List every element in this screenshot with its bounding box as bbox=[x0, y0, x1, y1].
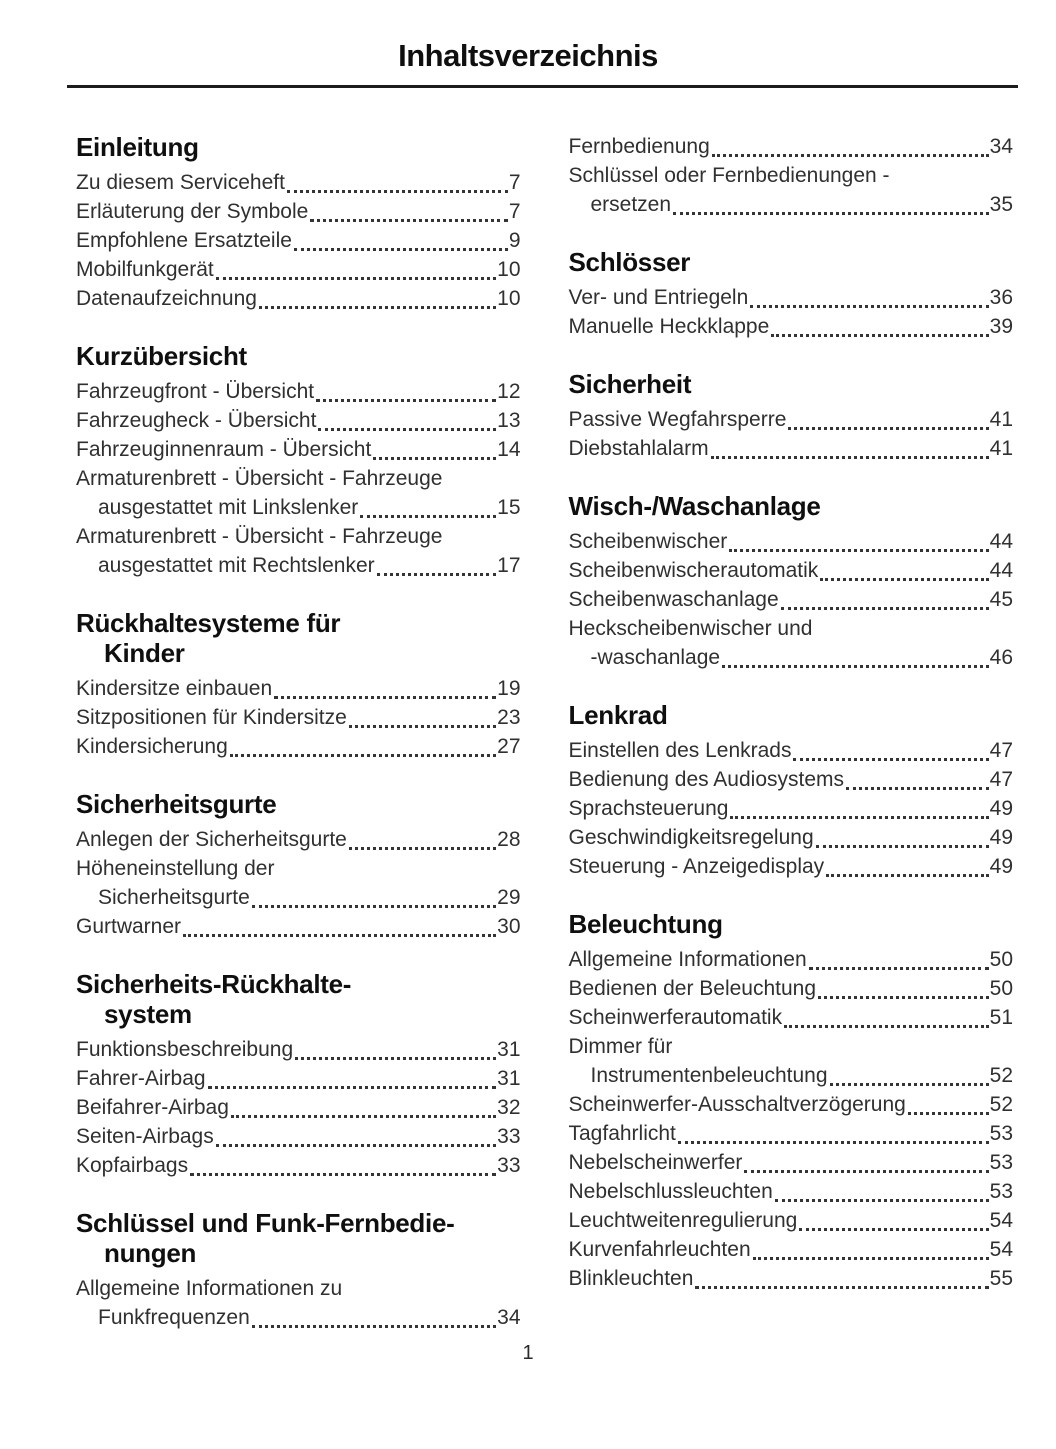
entry-page-number: 44 bbox=[989, 559, 1013, 582]
section-heading-line: Sicherheits-Rückhalte- bbox=[76, 969, 352, 999]
entry-title: Mobilfunkgerät bbox=[76, 258, 214, 281]
dot-leader bbox=[722, 665, 989, 668]
dot-leader bbox=[775, 1199, 989, 1202]
entry-title: Armaturenbrett - Übersicht - Fahrzeuge bbox=[76, 467, 443, 490]
entry-page-number: 7 bbox=[508, 200, 521, 223]
toc-entry-last-line bbox=[76, 912, 521, 941]
toc-entry bbox=[76, 1093, 521, 1122]
entry-page-number: 34 bbox=[989, 135, 1013, 158]
section-heading bbox=[76, 341, 521, 371]
toc-entry-last-line bbox=[76, 435, 521, 464]
toc-entry-last-line bbox=[569, 1090, 1014, 1119]
dot-leader bbox=[695, 1286, 988, 1289]
toc-entry-last-line bbox=[76, 825, 521, 854]
toc-entry bbox=[569, 1264, 1014, 1293]
entry-page-number: 44 bbox=[989, 530, 1013, 553]
entry-title: ersetzen bbox=[590, 193, 672, 216]
section-heading bbox=[76, 1208, 521, 1268]
section-heading-line: Kinder bbox=[104, 638, 185, 668]
dot-leader bbox=[252, 905, 496, 908]
toc-entry-last-line bbox=[569, 1264, 1014, 1293]
entry-title: Fernbedienung bbox=[568, 135, 710, 158]
toc-entry-last-line bbox=[569, 794, 1014, 823]
entry-title: Tagfahrlicht bbox=[568, 1122, 676, 1145]
toc-entry-last-line bbox=[569, 765, 1014, 794]
entry-title: Scheibenwischerautomatik bbox=[568, 559, 819, 582]
toc-entry-last-line bbox=[76, 1093, 521, 1122]
toc-entry bbox=[569, 1148, 1014, 1177]
toc-section bbox=[569, 491, 1014, 672]
page-number: 1 bbox=[522, 1342, 534, 1364]
dot-leader bbox=[830, 1083, 989, 1086]
entry-title: Sprachsteuerung bbox=[568, 797, 729, 820]
entry-title: Manuelle Heckklappe bbox=[568, 315, 770, 338]
dot-leader bbox=[183, 934, 496, 937]
toc-entry-last-line bbox=[76, 284, 521, 313]
toc-entry-last-line bbox=[76, 883, 521, 912]
entry-page-number: 31 bbox=[497, 1038, 521, 1061]
entry-title: Kopfairbags bbox=[76, 1154, 189, 1177]
toc-entry-line bbox=[76, 1274, 521, 1303]
toc-entry bbox=[569, 312, 1014, 341]
section-heading bbox=[76, 969, 521, 1029]
toc-entry bbox=[76, 1064, 521, 1093]
toc-entry bbox=[569, 765, 1014, 794]
entry-page-number: 49 bbox=[989, 826, 1013, 849]
toc-section bbox=[569, 132, 1014, 219]
entry-title: Schlüssel oder Fernbedienungen - bbox=[568, 164, 890, 187]
toc-entry bbox=[76, 703, 521, 732]
entry-page-number: 53 bbox=[989, 1151, 1013, 1174]
section-heading-line: nungen bbox=[104, 1238, 197, 1268]
dot-leader bbox=[753, 1257, 989, 1260]
toc-entry bbox=[569, 556, 1014, 585]
entry-title: Scheibenwischer bbox=[568, 530, 728, 553]
toc-entry bbox=[76, 197, 521, 226]
toc-entry bbox=[569, 161, 1014, 219]
toc-entry bbox=[76, 825, 521, 854]
entry-title: Anlegen der Sicherheitsgurte bbox=[76, 828, 347, 851]
dot-leader bbox=[274, 696, 496, 699]
section-heading bbox=[76, 608, 521, 668]
toc-entry bbox=[76, 522, 521, 580]
entry-title: Scheinwerfer-Ausschaltverzögerung bbox=[568, 1093, 906, 1116]
dot-leader bbox=[771, 334, 988, 337]
dot-leader bbox=[729, 549, 988, 552]
entry-title: Zu diesem Serviceheft bbox=[76, 171, 285, 194]
dot-leader bbox=[216, 277, 496, 280]
entry-page-number: 31 bbox=[497, 1067, 521, 1090]
toc-entry bbox=[76, 912, 521, 941]
entry-page-number: 33 bbox=[497, 1154, 521, 1177]
toc-entry-last-line bbox=[569, 312, 1014, 341]
section-heading-line: system bbox=[104, 999, 192, 1029]
entry-page-number: 36 bbox=[989, 286, 1013, 309]
entry-page-number: 19 bbox=[497, 677, 521, 700]
toc-entry-last-line bbox=[569, 1119, 1014, 1148]
toc-entry bbox=[76, 377, 521, 406]
toc-entry-last-line bbox=[569, 736, 1014, 765]
toc-entry-last-line bbox=[569, 1206, 1014, 1235]
section-heading-line: Sicherheitsgurte bbox=[76, 789, 277, 819]
dot-leader bbox=[788, 427, 988, 430]
dot-leader bbox=[190, 1173, 496, 1176]
entry-page-number: 45 bbox=[989, 588, 1013, 611]
toc-entry bbox=[76, 284, 521, 313]
toc-entry-last-line bbox=[569, 434, 1014, 463]
entry-page-number: 35 bbox=[989, 193, 1013, 216]
toc-entry-last-line bbox=[569, 556, 1014, 585]
entry-title: Nebelschlussleuchten bbox=[568, 1180, 773, 1203]
toc-entry-last-line bbox=[569, 643, 1014, 672]
toc-entry-last-line bbox=[76, 255, 521, 284]
toc-section bbox=[76, 1208, 521, 1332]
toc-entry bbox=[569, 736, 1014, 765]
toc-entry-last-line bbox=[76, 674, 521, 703]
entry-title: Scheinwerferautomatik bbox=[568, 1006, 783, 1029]
entry-title: Empfohlene Ersatzteile bbox=[76, 229, 292, 252]
toc-entry-line bbox=[76, 854, 521, 883]
entry-title: Steuerung - Anzeigedisplay bbox=[568, 855, 825, 878]
entry-page-number: 15 bbox=[497, 496, 521, 519]
section-heading-line: Rückhaltesysteme für bbox=[76, 608, 341, 638]
toc-entry-last-line bbox=[76, 226, 521, 255]
toc-entry bbox=[569, 527, 1014, 556]
toc-entry-last-line bbox=[76, 197, 521, 226]
dot-leader bbox=[216, 1144, 496, 1147]
toc-entry bbox=[569, 132, 1014, 161]
toc-entry-last-line bbox=[569, 585, 1014, 614]
toc-entry-line bbox=[569, 1032, 1014, 1061]
toc-entry-last-line bbox=[569, 1177, 1014, 1206]
entry-page-number: 52 bbox=[989, 1093, 1013, 1116]
toc-entry-last-line bbox=[76, 168, 521, 197]
entry-page-number: 51 bbox=[989, 1006, 1013, 1029]
toc-entry-last-line bbox=[569, 1235, 1014, 1264]
dot-leader bbox=[349, 847, 496, 850]
toc-entry-last-line bbox=[569, 527, 1014, 556]
entry-page-number: 39 bbox=[989, 315, 1013, 338]
entry-page-number: 47 bbox=[989, 768, 1013, 791]
dot-leader bbox=[826, 874, 988, 877]
entry-title: Diebstahlalarm bbox=[568, 437, 709, 460]
dot-leader bbox=[316, 399, 496, 402]
entry-page-number: 23 bbox=[497, 706, 521, 729]
entry-page-number: 53 bbox=[989, 1180, 1013, 1203]
dot-leader bbox=[231, 1115, 496, 1118]
entry-page-number: 50 bbox=[989, 948, 1013, 971]
toc-entry bbox=[76, 435, 521, 464]
dot-leader bbox=[673, 212, 989, 215]
section-heading-line: Lenkrad bbox=[568, 700, 668, 730]
toc-entry-last-line bbox=[569, 1003, 1014, 1032]
entry-title: Allgemeine Informationen zu bbox=[76, 1277, 343, 1300]
entry-page-number: 33 bbox=[497, 1125, 521, 1148]
entry-page-number: 52 bbox=[989, 1064, 1013, 1087]
section-heading-line: Sicherheit bbox=[568, 369, 692, 399]
dot-leader bbox=[230, 754, 496, 757]
toc-section bbox=[569, 247, 1014, 341]
toc-section bbox=[76, 341, 521, 580]
section-heading-line: Schlüssel und Funk-Fernbedie- bbox=[76, 1208, 455, 1238]
dot-leader bbox=[349, 725, 496, 728]
dot-leader bbox=[318, 428, 496, 431]
entry-page-number: 41 bbox=[989, 408, 1013, 431]
dot-leader bbox=[744, 1170, 988, 1173]
dot-leader bbox=[730, 816, 988, 819]
entry-title: Einstellen des Lenkrads bbox=[568, 739, 792, 762]
toc-entry-last-line bbox=[76, 493, 521, 522]
dot-leader bbox=[295, 1057, 496, 1060]
toc-entry bbox=[569, 794, 1014, 823]
toc-entry-last-line bbox=[569, 190, 1014, 219]
dot-leader bbox=[310, 219, 508, 222]
toc-entry-last-line bbox=[569, 132, 1014, 161]
dot-leader bbox=[252, 1325, 496, 1328]
section-heading-line: Kurzübersicht bbox=[76, 341, 247, 371]
dot-leader bbox=[818, 996, 989, 999]
toc-entry-last-line bbox=[76, 1151, 521, 1180]
toc-entry bbox=[569, 1206, 1014, 1235]
toc-entry bbox=[76, 464, 521, 522]
toc-section bbox=[569, 369, 1014, 463]
entry-page-number: 7 bbox=[508, 171, 521, 194]
dot-leader bbox=[793, 758, 988, 761]
toc-entry-last-line bbox=[569, 1148, 1014, 1177]
entry-page-number: 47 bbox=[989, 739, 1013, 762]
entry-title: ausgestattet mit Linkslenker bbox=[98, 496, 359, 519]
entry-title: Bedienung des Audiosystems bbox=[568, 768, 845, 791]
entry-page-number: 49 bbox=[989, 855, 1013, 878]
toc-entry bbox=[76, 732, 521, 761]
entry-title: Kindersicherung bbox=[76, 735, 228, 758]
entry-page-number: 10 bbox=[497, 258, 521, 281]
entry-page-number: 14 bbox=[497, 438, 521, 461]
entry-page-number: 32 bbox=[497, 1096, 521, 1119]
section-heading bbox=[569, 909, 1014, 939]
entry-page-number: 30 bbox=[497, 915, 521, 938]
entry-title: Kindersitze einbauen bbox=[76, 677, 273, 700]
entry-title: Gurtwarner bbox=[76, 915, 182, 938]
dot-leader bbox=[360, 515, 496, 518]
entry-page-number: 12 bbox=[497, 380, 521, 403]
toc-entry-last-line bbox=[569, 1061, 1014, 1090]
dot-leader bbox=[799, 1228, 988, 1231]
dot-leader bbox=[678, 1141, 989, 1144]
entry-title: Heckscheibenwischer und bbox=[568, 617, 813, 640]
toc-entry bbox=[76, 674, 521, 703]
dot-leader bbox=[208, 1086, 497, 1089]
toc-section bbox=[76, 789, 521, 941]
entry-title: Fahrer-Airbag bbox=[76, 1067, 206, 1090]
section-heading bbox=[569, 700, 1014, 730]
toc-column-left bbox=[76, 132, 521, 1360]
section-heading bbox=[76, 789, 521, 819]
dot-leader bbox=[711, 456, 989, 459]
section-heading bbox=[569, 491, 1014, 521]
entry-title: Allgemeine Informationen bbox=[568, 948, 807, 971]
toc-entry-line bbox=[76, 522, 521, 551]
entry-title: ausgestattet mit Rechtslenker bbox=[98, 554, 375, 577]
entry-title: Funkfrequenzen bbox=[98, 1306, 250, 1329]
dot-leader bbox=[820, 578, 988, 581]
entry-title: Blinkleuchten bbox=[568, 1267, 694, 1290]
dot-leader bbox=[373, 457, 496, 460]
toc-entry bbox=[569, 434, 1014, 463]
toc-columns bbox=[76, 132, 1013, 1360]
entry-title: -waschanlage bbox=[590, 646, 721, 669]
entry-page-number: 13 bbox=[497, 409, 521, 432]
dot-leader bbox=[816, 845, 989, 848]
toc-entry bbox=[76, 1274, 521, 1332]
toc-section bbox=[569, 909, 1014, 1293]
toc-entry bbox=[569, 283, 1014, 312]
toc-section bbox=[76, 969, 521, 1180]
entry-title: Armaturenbrett - Übersicht - Fahrzeuge bbox=[76, 525, 443, 548]
dot-leader bbox=[784, 1025, 989, 1028]
entry-title: Ver- und Entriegeln bbox=[568, 286, 749, 309]
toc-entry-last-line bbox=[76, 1303, 521, 1332]
toc-entry bbox=[76, 406, 521, 435]
toc-entry-last-line bbox=[76, 551, 521, 580]
entry-title: Kurvenfahrleuchten bbox=[568, 1238, 751, 1261]
toc-section bbox=[76, 132, 521, 313]
entry-page-number: 10 bbox=[497, 287, 521, 310]
toc-entry-last-line bbox=[569, 974, 1014, 1003]
toc-entry bbox=[76, 255, 521, 284]
toc-entry bbox=[76, 854, 521, 912]
toc-entry-last-line bbox=[569, 852, 1014, 881]
toc-entry bbox=[569, 1032, 1014, 1090]
dot-leader bbox=[377, 573, 497, 576]
dot-leader bbox=[294, 248, 508, 251]
entry-page-number: 41 bbox=[989, 437, 1013, 460]
toc-entry-last-line bbox=[569, 945, 1014, 974]
toc-entry bbox=[569, 1090, 1014, 1119]
entry-page-number: 53 bbox=[989, 1122, 1013, 1145]
toc-entry-last-line bbox=[569, 283, 1014, 312]
toc-entry bbox=[569, 823, 1014, 852]
entry-title: Sitzpositionen für Kindersitze bbox=[76, 706, 347, 729]
toc-entry bbox=[76, 1035, 521, 1064]
dot-leader bbox=[259, 306, 496, 309]
toc-entry bbox=[569, 614, 1014, 672]
section-heading-line: Einleitung bbox=[76, 132, 199, 162]
entry-page-number: 55 bbox=[989, 1267, 1013, 1290]
toc-entry-line bbox=[569, 161, 1014, 190]
entry-title: Sicherheitsgurte bbox=[98, 886, 250, 909]
toc-entry bbox=[569, 1235, 1014, 1264]
entry-title: Funktionsbeschreibung bbox=[76, 1038, 294, 1061]
toc-entry bbox=[569, 1003, 1014, 1032]
entry-page-number: 27 bbox=[497, 735, 521, 758]
toc-entry-last-line bbox=[76, 1064, 521, 1093]
toc-entry bbox=[76, 226, 521, 255]
entry-page-number: 49 bbox=[989, 797, 1013, 820]
toc-entry-last-line bbox=[76, 1122, 521, 1151]
entry-title: Fahrzeugheck - Übersicht bbox=[76, 409, 317, 432]
section-heading-line: Schlösser bbox=[568, 247, 691, 277]
toc-column-right bbox=[569, 132, 1014, 1360]
toc-entry bbox=[76, 1122, 521, 1151]
toc-entry bbox=[76, 1151, 521, 1180]
toc-entry bbox=[569, 974, 1014, 1003]
entry-page-number: 29 bbox=[497, 886, 521, 909]
toc-entry-last-line bbox=[76, 732, 521, 761]
toc-entry-last-line bbox=[76, 406, 521, 435]
dot-leader bbox=[846, 787, 989, 790]
section-heading-line: Wisch-/Waschanlage bbox=[568, 491, 821, 521]
toc-entry-line bbox=[76, 464, 521, 493]
dot-leader bbox=[712, 154, 989, 157]
section-heading bbox=[569, 247, 1014, 277]
toc-entry-last-line bbox=[569, 823, 1014, 852]
dot-leader bbox=[908, 1112, 989, 1115]
toc-entry-line bbox=[569, 614, 1014, 643]
toc-entry bbox=[569, 1119, 1014, 1148]
toc-entry-last-line bbox=[76, 377, 521, 406]
entry-title: Leuchtweitenregulierung bbox=[568, 1209, 798, 1232]
entry-title: Datenaufzeichnung bbox=[76, 287, 257, 310]
entry-page-number: 9 bbox=[508, 229, 521, 252]
page-title: Inhaltsverzeichnis bbox=[398, 38, 658, 73]
entry-title: Höheneinstellung der bbox=[76, 857, 275, 880]
entry-title: Fahrzeuginnenraum - Übersicht bbox=[76, 438, 372, 461]
entry-page-number: 34 bbox=[497, 1306, 521, 1329]
dot-leader bbox=[809, 967, 989, 970]
entry-title: Scheibenwaschanlage bbox=[568, 588, 779, 611]
entry-page-number: 50 bbox=[989, 977, 1013, 1000]
entry-page-number: 54 bbox=[989, 1209, 1013, 1232]
entry-page-number: 28 bbox=[497, 828, 521, 851]
dot-leader bbox=[287, 190, 508, 193]
entry-title: Bedienen der Beleuchtung bbox=[568, 977, 817, 1000]
entry-page-number: 17 bbox=[497, 554, 521, 577]
dot-leader bbox=[781, 607, 989, 610]
toc-entry-last-line bbox=[76, 1035, 521, 1064]
entry-title: Nebelscheinwerfer bbox=[568, 1151, 743, 1174]
entry-title: Dimmer für bbox=[568, 1035, 673, 1058]
toc-entry bbox=[76, 168, 521, 197]
toc-entry bbox=[569, 945, 1014, 974]
title-divider bbox=[67, 85, 1018, 88]
entry-title: Passive Wegfahrsperre bbox=[568, 408, 787, 431]
section-heading bbox=[569, 369, 1014, 399]
entry-page-number: 46 bbox=[989, 646, 1013, 669]
toc-section bbox=[569, 700, 1014, 881]
entry-title: Instrumentenbeleuchtung bbox=[590, 1064, 828, 1087]
entry-title: Beifahrer-Airbag bbox=[76, 1096, 229, 1119]
section-heading bbox=[76, 132, 521, 162]
entry-title: Erläuterung der Symbole bbox=[76, 200, 309, 223]
dot-leader bbox=[750, 305, 988, 308]
toc-entry-last-line bbox=[569, 405, 1014, 434]
toc-section bbox=[76, 608, 521, 761]
toc-entry-last-line bbox=[76, 703, 521, 732]
entry-title: Seiten-Airbags bbox=[76, 1125, 214, 1148]
section-heading-line: Beleuchtung bbox=[568, 909, 723, 939]
toc-entry bbox=[569, 1177, 1014, 1206]
entry-page-number: 54 bbox=[989, 1238, 1013, 1261]
toc-entry bbox=[569, 405, 1014, 434]
toc-entry bbox=[569, 852, 1014, 881]
toc-entry bbox=[569, 585, 1014, 614]
entry-title: Fahrzeugfront - Übersicht bbox=[76, 380, 315, 403]
entry-title: Geschwindigkeitsregelung bbox=[568, 826, 814, 849]
